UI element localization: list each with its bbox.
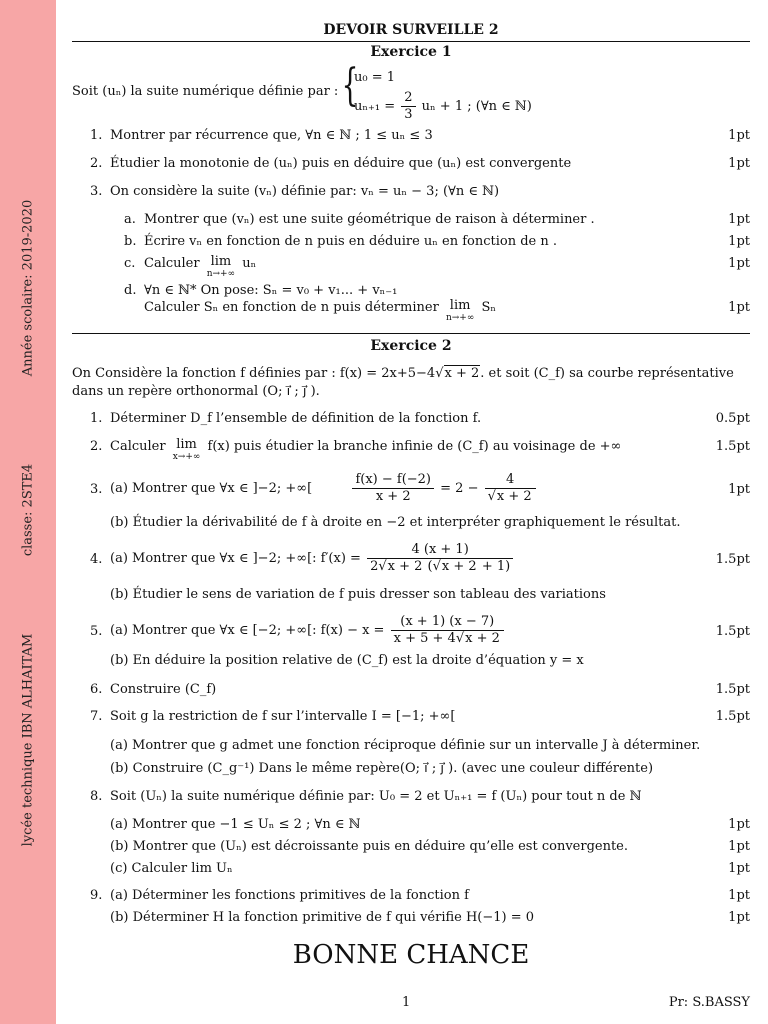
lim-sub: n→+∞ xyxy=(206,269,236,279)
ex1-q2: Étudier la monotonie de (uₙ) puis en déduire que (uₙ) est convergente xyxy=(110,156,572,171)
ex2-q3a-points: 1pt xyxy=(728,482,750,497)
ex2-q8: Soit (Uₙ) la suite numérique définie par: U₀ = 2 et Uₙ₊₁ = f (Uₙ) pour tout n de ℕ xyxy=(110,789,642,804)
limit-x-infinity xyxy=(173,439,201,463)
frac-num: f(x) − f(−2) xyxy=(352,472,434,489)
frac-num: 4 xyxy=(485,472,536,489)
ex2-q2 xyxy=(110,439,621,463)
q3d-term: Sₙ xyxy=(481,300,496,315)
ex1-q3b: Écrire vₙ en fonction de n puis en déduire uₙ en fonction de n . xyxy=(144,234,558,249)
ex2-q7-points: 1.5pt xyxy=(715,709,750,724)
den-text: x + 5 + 4 xyxy=(393,631,456,646)
ex1-recurrence xyxy=(354,90,532,123)
system-brace: { xyxy=(341,60,359,111)
ex1-q3a-number: a. xyxy=(124,212,136,227)
ex1-q1: Montrer par récurrence que, ∀n ∈ ℕ ; 1 ≤ uₙ ≤ 3 xyxy=(110,128,433,143)
ex2-q9b: (b) Déterminer H la fonction primitive de f qui vérifie H(−1) = 0 xyxy=(110,910,535,925)
q5a-text: (a) Montrer que ∀x ∈ [−2; +∞[: f(x) − x = xyxy=(110,623,385,638)
ex1-q3: On considère la suite (vₙ) définie par: vₙ = uₙ − 3; (∀n ∈ ℕ) xyxy=(110,184,500,199)
ex1-u0: u₀ = 1 xyxy=(354,70,396,85)
ex2-q4b: (b) Étudier le sens de variation de f puis dresser son tableau des variations xyxy=(110,587,606,602)
ex2-q8-number: 8. xyxy=(90,789,103,804)
ex1-intro: Soit (uₙ) la suite numérique définie par : xyxy=(72,84,339,99)
ex2-q8b-points: 1pt xyxy=(728,839,750,854)
ex2-q1: Déterminer D_f l’ensemble de définition de la fonction f. xyxy=(110,411,482,426)
ex1-q2-number: 2. xyxy=(90,156,103,171)
ex1-q3b-points: 1pt xyxy=(728,234,750,249)
class-label: classe: 2STE4 xyxy=(20,463,36,557)
ex1-q3c-points: 1pt xyxy=(728,256,750,271)
den-sqrt: x + 2 xyxy=(465,631,500,646)
den-paren: ( xyxy=(427,559,433,574)
ex2-q8a-points: 1pt xyxy=(728,817,750,832)
q3a-text: (a) Montrer que ∀x ∈ ]−2; +∞[ xyxy=(110,481,313,496)
q4a-text: (a) Montrer que ∀x ∈ ]−2; +∞[: f′(x) = xyxy=(110,551,361,566)
ex1-q3d-line2 xyxy=(144,300,496,324)
exercise-1-title: Exercice 1 xyxy=(370,44,452,60)
difference-quotient xyxy=(352,472,434,505)
den-sqrt-2: x + 2 xyxy=(441,559,477,574)
exam-page xyxy=(72,0,750,1024)
frac-den: x + 5 + 4√x + 2 xyxy=(393,631,500,646)
page-number: 1 xyxy=(402,995,411,1010)
ex1-q3c-number: c. xyxy=(124,256,136,271)
position-fraction xyxy=(391,614,504,647)
ex2-q9a: (a) Déterminer les fonctions primitives de la fonction f xyxy=(110,888,469,903)
frac-num: 4 (x + 1) xyxy=(367,542,513,559)
ex2-q9b-points: 1pt xyxy=(728,910,750,925)
school-year-label: Année scolaire: 2019-2020 xyxy=(20,199,36,377)
q3c-text: Calculer xyxy=(144,256,200,271)
ex1-q3d-line1: ∀n ∈ ℕ* On pose: Sₙ = v₀ + v₁... + vₙ₋₁ xyxy=(144,283,398,298)
ex2-q2-points: 1.5pt xyxy=(715,439,750,454)
recurrence-rhs: uₙ + 1 ; (∀n ∈ ℕ) xyxy=(421,99,532,114)
ex2-q9a-points: 1pt xyxy=(728,888,750,903)
ex1-q3d-number: d. xyxy=(124,283,137,298)
ex2-q3-number: 3. xyxy=(90,482,103,497)
ex2-q9-number: 9. xyxy=(90,888,103,903)
den-coef: 2 xyxy=(370,559,379,574)
ex2-q8c: (c) Calculer lim Uₙ xyxy=(110,861,233,876)
intro-sqrt: x + 2 xyxy=(444,366,480,381)
ex2-q3b: (b) Étudier la dérivabilité de f à droite en −2 et interpréter graphiquement le résultat. xyxy=(110,515,681,530)
ex2-q3a xyxy=(110,472,538,505)
q3d-text: Calculer Sₙ en fonction de n puis déterminer xyxy=(144,300,439,315)
q2-text-b: f(x) puis étudier la branche infinie de (C_f) au voisinage de +∞ xyxy=(207,439,622,454)
lim-word: lim xyxy=(176,437,197,452)
q3c-term: uₙ xyxy=(242,256,257,271)
ex2-q6-points: 1.5pt xyxy=(715,682,750,697)
lim-word: lim xyxy=(210,254,232,269)
author-label: Pr: S.BASSY xyxy=(668,995,750,1010)
ex1-q3a-points: 1pt xyxy=(728,212,750,227)
ex2-q5b: (b) En déduire la position relative de (C_f) est la droite d’équation y = x xyxy=(110,653,584,668)
derivative-fraction xyxy=(367,542,513,575)
ex1-q3b-number: b. xyxy=(124,234,137,249)
ex2-q5a-points: 1.5pt xyxy=(715,624,750,639)
ex2-q4a-points: 1.5pt xyxy=(715,552,750,567)
ex2-q6-number: 6. xyxy=(90,682,103,697)
frac-den: x + 2 xyxy=(375,489,411,504)
den-sqrt: x + 2 xyxy=(496,489,532,504)
ex1-q3d-points: 1pt xyxy=(728,300,750,315)
ex2-q8c-points: 1pt xyxy=(728,861,750,876)
lim-sub: x→+∞ xyxy=(172,452,201,462)
limit-n-infinity-2 xyxy=(446,300,474,324)
q3a-eq: = 2 − xyxy=(440,481,479,496)
closing-message: BONNE CHANCE xyxy=(292,940,530,970)
section-rule xyxy=(72,333,750,334)
limit-n-infinity xyxy=(207,256,235,280)
ex2-q1-points: 0.5pt xyxy=(715,411,750,426)
ex2-q1-number: 1. xyxy=(90,411,103,426)
ex2-intro-line2: dans un repère orthonormal (O; i⃗ ; j⃗ ). xyxy=(72,384,320,399)
fraction-4-sqrt xyxy=(485,472,536,505)
fraction-2-3 xyxy=(401,90,415,123)
lim-word: lim xyxy=(449,298,471,313)
intro-text-a: On Considère la fonction f définies par : f(x) = 2x+5−4 xyxy=(72,366,436,381)
ex1-q3a: Montrer que (vₙ) est une suite géométrique de raison à déterminer . xyxy=(144,212,595,227)
school-name-label: lycée technique IBN ALHAITAM xyxy=(20,633,36,847)
ex2-q5-number: 5. xyxy=(90,624,103,639)
ex2-q4-number: 4. xyxy=(90,552,103,567)
exercise-2-title: Exercice 2 xyxy=(370,338,452,354)
den-tail: + 1) xyxy=(481,559,511,574)
den-sqrt: x + 2 xyxy=(387,559,423,574)
page-title: DEVOIR SURVEILLE 2 xyxy=(323,22,499,38)
lim-sub: n→+∞ xyxy=(445,313,475,323)
ex2-q8b: (b) Montrer que (Uₙ) est décroissante puis en déduire qu’elle est convergente. xyxy=(110,839,629,854)
frac-num: (x + 1) (x − 7) xyxy=(391,614,504,631)
ex2-q7a: (a) Montrer que g admet une fonction réciproque définie sur un intervalle J à déterminer. xyxy=(110,738,701,753)
ex2-q2-number: 2. xyxy=(90,439,103,454)
frac-den: 2√x + 2 (√x + 2 + 1) xyxy=(370,559,511,574)
ex2-q8a: (a) Montrer que −1 ≤ Uₙ ≤ 2 ; ∀n ∈ ℕ xyxy=(110,817,361,832)
header-rule xyxy=(72,41,750,42)
left-sidebar xyxy=(0,0,56,1024)
ex1-q3-number: 3. xyxy=(90,184,103,199)
ex1-q1-points: 1pt xyxy=(728,128,750,143)
ex1-q3c xyxy=(144,256,256,280)
ex2-intro-line1: On Considère la fonction f définies par : f(x) = 2x+5−4√x + 2. et soit (C_f) sa courbe représentative xyxy=(72,366,734,381)
intro-text-b: . et soit (C_f) sa courbe représentative xyxy=(480,366,734,381)
ex2-q4a xyxy=(110,542,515,575)
ex1-q1-number: 1. xyxy=(90,128,103,143)
q2-text-a: Calculer xyxy=(110,439,166,454)
ex2-q7-number: 7. xyxy=(90,709,103,724)
ex2-q7: Soit g la restriction de f sur l’intervalle I = [−1; +∞[ xyxy=(110,709,456,724)
recurrence-lhs: uₙ₊₁ = xyxy=(354,99,396,114)
frac-den: √x + 2 xyxy=(487,489,532,504)
frac-num: 2 xyxy=(401,90,415,107)
frac-den: 3 xyxy=(404,107,413,122)
ex2-q7b: (b) Construire (C_g⁻¹) Dans le même repère(O; i⃗ ; j⃗ ). (avec une couleur différente) xyxy=(110,761,654,776)
ex2-q5a xyxy=(110,614,506,647)
ex1-q2-points: 1pt xyxy=(728,156,750,171)
ex2-q6: Construire (C_f) xyxy=(110,682,217,697)
